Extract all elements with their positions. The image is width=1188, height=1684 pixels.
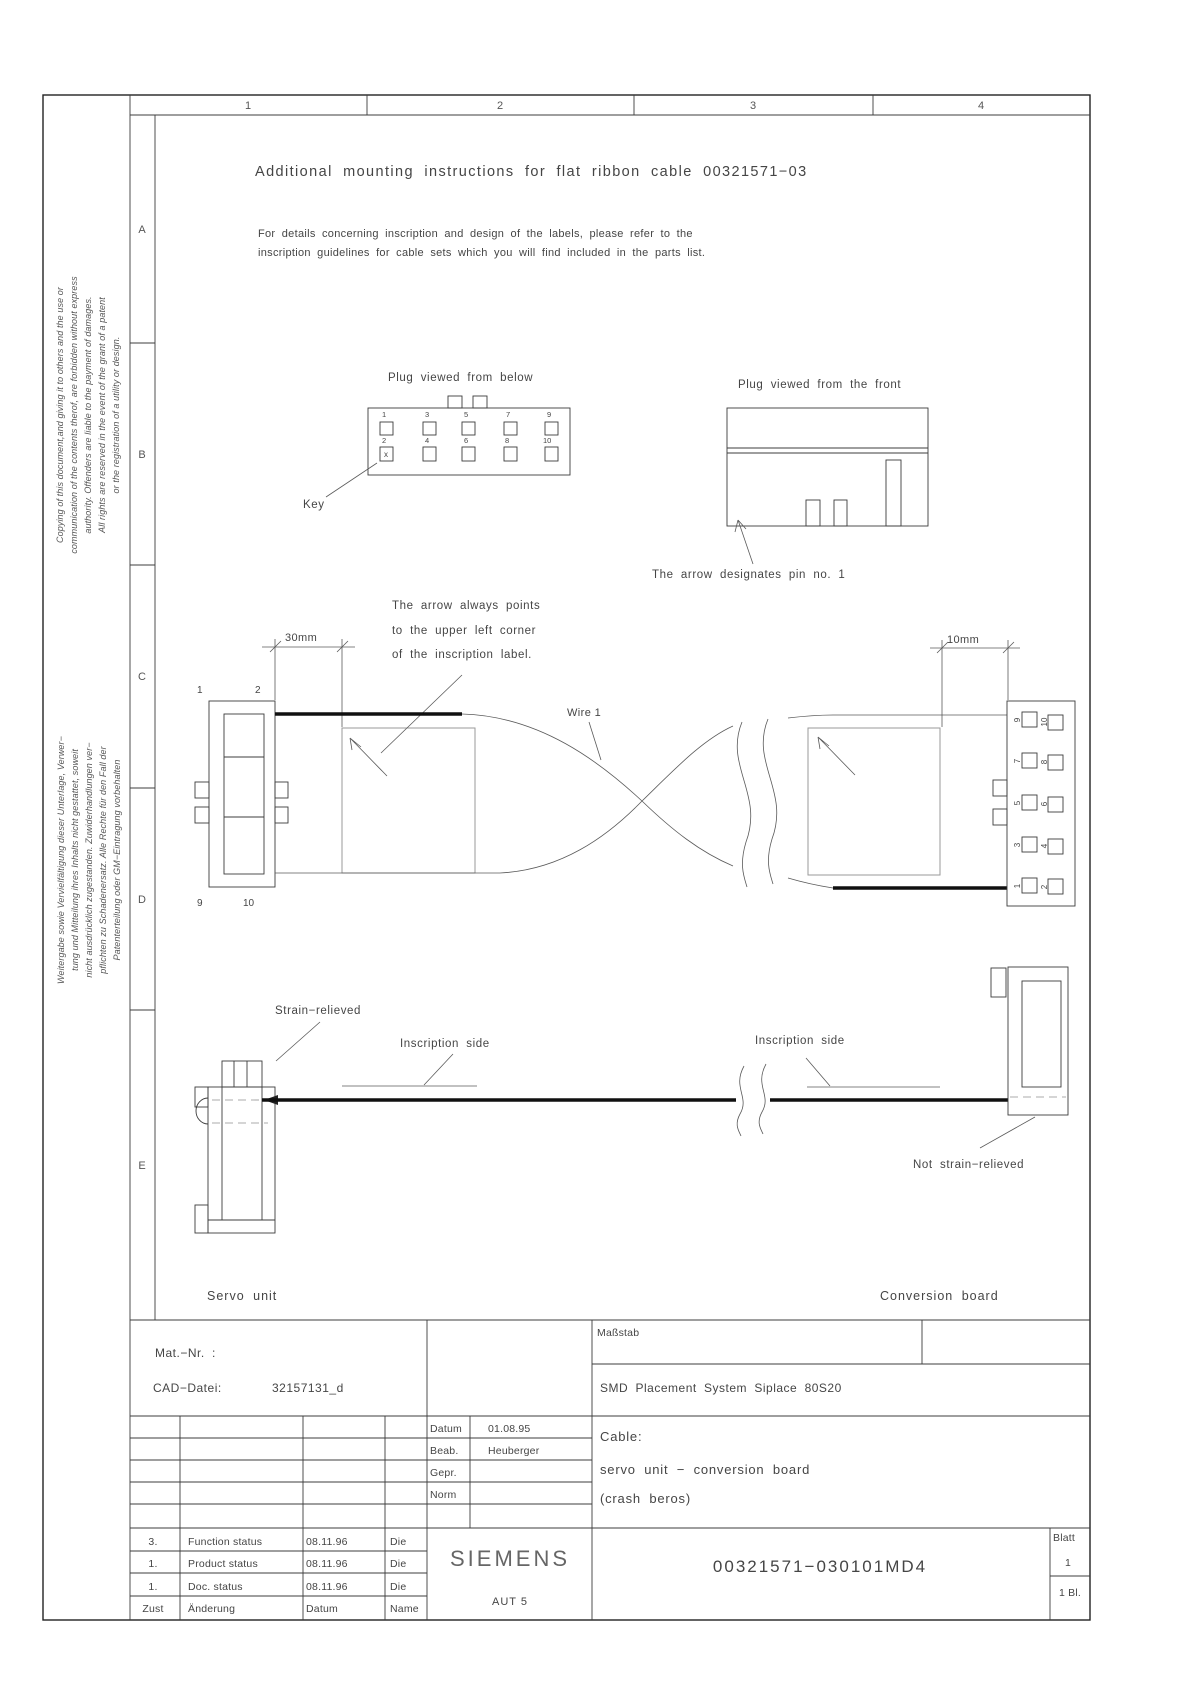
plug-below-caption: Plug viewed from below — [388, 372, 534, 384]
leader-line — [980, 1117, 1035, 1148]
right-connector-tab — [993, 780, 1007, 796]
disclaimer-line: Weitergabe sowie Vervielfältigung dieser Unterlage, Verwer− — [56, 736, 66, 984]
row-label: B — [138, 449, 146, 461]
connector-pin-number: 10 — [243, 898, 255, 909]
plug-below-tab — [448, 396, 462, 408]
intro-line: For details concerning inscription and design of the labels, please refer to the — [258, 228, 693, 240]
conversion-connector-body — [1008, 967, 1068, 1115]
blatt-value: 1 — [1064, 1557, 1072, 1569]
left-connector-tab — [275, 807, 288, 823]
disclaimer-line: communication of the contents therof, are forbidden without express — [69, 276, 79, 554]
document-number: 00321571−030101MD4 — [712, 1557, 928, 1576]
pin-number: 9 — [547, 410, 552, 419]
pin-number: 5 — [1013, 800, 1022, 806]
pin-number: 2 — [1040, 884, 1049, 890]
pin-square — [1048, 879, 1063, 894]
pin-square — [504, 422, 517, 435]
column-label: 2 — [496, 100, 504, 112]
arrow-note-line: of the inscription label. — [392, 649, 532, 661]
revision-name: Die — [390, 1581, 407, 1593]
plug-front-post — [806, 500, 820, 526]
row-label: E — [138, 1160, 146, 1172]
conversion-connector-inner — [1022, 981, 1061, 1087]
cad-file-value: 32157131_d — [272, 1381, 344, 1395]
wire-cross-b — [500, 726, 733, 873]
revision-name: Die — [390, 1536, 407, 1548]
revision-zust: 3. — [148, 1536, 158, 1548]
plug-below-tab — [473, 396, 487, 408]
pin-square — [545, 447, 558, 461]
pin-square — [423, 422, 436, 435]
strain-relieved-label: Strain−relieved — [275, 1005, 362, 1017]
approval-value: 01.08.95 — [488, 1423, 531, 1435]
heading — [255, 164, 808, 259]
wire1-label: Wire 1 — [567, 707, 602, 719]
row-label: A — [138, 224, 146, 236]
pin-number: 8 — [505, 436, 510, 445]
blatt-label: Blatt — [1053, 1532, 1076, 1544]
plug-front-post — [886, 460, 901, 526]
wire1-leader — [589, 722, 601, 760]
pin-number: 2 — [382, 436, 387, 445]
approval-label: Gepr. — [430, 1467, 457, 1479]
plug-front-post — [834, 500, 847, 526]
pin-square — [462, 422, 475, 435]
pin-square — [1048, 839, 1063, 854]
servo-unit-label: Servo unit — [207, 1289, 278, 1303]
left-connector-tab — [275, 782, 288, 798]
pin-number: 3 — [1013, 842, 1022, 848]
revision-zust: 1. — [148, 1558, 158, 1570]
system-name: SMD Placement System Siplace 80S20 — [600, 1381, 842, 1395]
disclaimer-line: authority. Offenders are liable to the payment of damages. — [83, 296, 93, 534]
servo-connector-cap — [222, 1061, 262, 1087]
company-logo-text: SIEMENS — [449, 1546, 571, 1571]
left-connector-body — [209, 701, 275, 887]
approval-label: Beab. — [430, 1445, 459, 1457]
pin-square — [545, 422, 558, 435]
pin-square — [1022, 837, 1037, 852]
inscription-side-label: Inscription side — [400, 1038, 490, 1050]
not-strain-relieved-label: Not strain−relieved — [913, 1159, 1025, 1171]
connector-pin-number: 1 — [197, 685, 203, 696]
pin-number: 8 — [1040, 759, 1049, 765]
pin-number: 4 — [1040, 843, 1049, 849]
key-label: Key — [303, 499, 325, 511]
pin-number: 10 — [543, 436, 552, 445]
strain-relief-clip — [195, 1087, 208, 1107]
disclaimer-german — [56, 736, 122, 984]
pin-number: 5 — [464, 410, 469, 419]
wire-cross-b2 — [788, 715, 833, 718]
revision-datum: 08.11.96 — [306, 1536, 348, 1548]
conversion-connector-tab — [991, 968, 1006, 997]
cad-file-label: CAD−Datei: — [153, 1381, 222, 1395]
department-label: AUT 5 — [492, 1596, 528, 1608]
left-connector-tab — [195, 782, 209, 798]
connector-pin-number: 2 — [255, 685, 261, 696]
pin-square — [1022, 878, 1037, 893]
column-label: 1 — [244, 100, 252, 112]
pin-square — [462, 447, 475, 461]
break-symbol — [737, 722, 751, 887]
pin-square — [504, 447, 517, 461]
disclaimer-line: pflichten zu Schadenersatz. Alle Rechte für den Fall der — [98, 746, 108, 974]
pin-square — [1048, 755, 1063, 770]
inscription-side-label: Inscription side — [755, 1035, 845, 1047]
blatt-total: 1 Bl. — [1058, 1587, 1082, 1599]
pin-number: 10 — [1040, 717, 1049, 727]
revision-aenderung: Änderung — [188, 1603, 236, 1615]
intro-line: inscription guidelines for cable sets which you will find included in the parts list. — [258, 247, 706, 259]
pin-number: 1 — [1013, 883, 1022, 889]
revision-datum: Datum — [306, 1603, 338, 1615]
pin1-arrow — [735, 520, 753, 564]
connector-pin-number: 9 — [197, 898, 203, 909]
leader-line — [424, 1054, 453, 1085]
servo-connector-body — [208, 1087, 275, 1233]
title-block — [130, 1320, 1090, 1620]
break-symbol — [759, 1064, 766, 1134]
pin-square — [1022, 712, 1037, 727]
inscription-label-right — [808, 728, 940, 875]
wire-cross-a2 — [788, 878, 833, 888]
pin1-note: The arrow designates pin no. 1 — [652, 569, 846, 581]
cable-side-view — [195, 967, 1068, 1303]
column-label: 3 — [749, 100, 757, 112]
revision-name: Die — [390, 1558, 407, 1570]
break-symbol — [763, 719, 777, 884]
break-symbol — [737, 1066, 744, 1136]
strain-relief-loop — [196, 1098, 208, 1124]
cable-label: Cable: — [600, 1429, 643, 1444]
dimension-30mm: 30mm — [285, 632, 318, 644]
pin-number: 1 — [382, 410, 387, 419]
servo-connector-foot — [195, 1205, 208, 1233]
pin-number: 6 — [464, 436, 469, 445]
column-label: 4 — [977, 100, 985, 112]
pin-number: 7 — [506, 410, 511, 419]
disclaimer-line: tung und Mitteilung ihres Inhalts nicht gestattet, soweit — [70, 749, 80, 971]
approval-label: Datum — [430, 1423, 462, 1435]
pin-number: 3 — [425, 410, 430, 419]
revision-name: Name — [390, 1603, 419, 1615]
leader-line — [276, 1022, 320, 1061]
pin-square — [1022, 795, 1037, 810]
row-label: C — [138, 671, 146, 683]
drawing-title: Additional mounting instructions for flat ribbon cable 00321571−03 — [255, 164, 808, 180]
revision-aenderung: Doc. status — [188, 1581, 243, 1593]
left-connector-inner — [224, 714, 264, 874]
revision-aenderung: Product status — [188, 1558, 258, 1570]
arrow-note-line: to the upper left corner — [392, 625, 537, 637]
disclaimer-english — [55, 276, 121, 554]
revision-datum: 08.11.96 — [306, 1581, 348, 1593]
key-mark: x — [384, 450, 388, 459]
approval-value: Heuberger — [488, 1445, 540, 1457]
leader-line — [806, 1058, 830, 1086]
key-leader-line — [326, 463, 377, 497]
revision-aenderung: Function status — [188, 1536, 263, 1548]
pin-square — [423, 447, 436, 461]
mat-nr-label: Mat.−Nr. : — [155, 1346, 216, 1360]
conversion-board-label: Conversion board — [880, 1289, 999, 1303]
pin-number: 6 — [1040, 801, 1049, 807]
dimension-10mm: 10mm — [947, 634, 980, 646]
disclaimer-line: nicht ausdrücklich zugestanden. Zuwiderhandlungen ver− — [84, 742, 94, 978]
pin-number: 7 — [1013, 758, 1022, 764]
pin-square — [1048, 797, 1063, 812]
arrow-note-line: The arrow always points — [392, 600, 541, 612]
plug-front-caption: Plug viewed from the front — [738, 379, 902, 391]
pin-square — [1022, 753, 1037, 768]
pin-number: 9 — [1013, 717, 1022, 723]
plug-front-view — [652, 379, 928, 581]
revision-datum: 08.11.96 — [306, 1558, 348, 1570]
plug-below-body — [368, 408, 570, 475]
cable-top-view — [195, 600, 1075, 909]
right-connector-tab — [993, 809, 1007, 825]
label-corner-arrow — [818, 737, 855, 775]
cable-description2: (crash beros) — [600, 1491, 691, 1506]
plug-front-body — [727, 408, 928, 526]
pin-square — [1048, 715, 1063, 730]
row-label: D — [138, 894, 146, 906]
pin-square — [380, 422, 393, 435]
disclaimer-line: Patenterteilung oder GM−Eintragung vorbehalten — [112, 759, 122, 961]
label-corner-arrow — [350, 738, 387, 776]
pin-number: 4 — [425, 436, 430, 445]
approval-label: Norm — [430, 1489, 457, 1501]
cable-description: servo unit − conversion board — [600, 1462, 811, 1477]
disclaimer-line: Copying of this document,and giving it to others and the use or — [55, 287, 65, 543]
left-connector-tab — [195, 807, 209, 823]
disclaimer-line: All rights are reserved in the event of the grant of a patent — [97, 297, 107, 533]
massstab-label: Maßstab — [597, 1327, 640, 1339]
revision-zust: 1. — [148, 1581, 158, 1593]
wire-cross-a — [462, 714, 733, 866]
disclaimer-line: or the registration of a utility or design. — [111, 336, 121, 494]
plug-below-view — [303, 372, 570, 511]
revision-zust: Zust — [142, 1603, 164, 1615]
